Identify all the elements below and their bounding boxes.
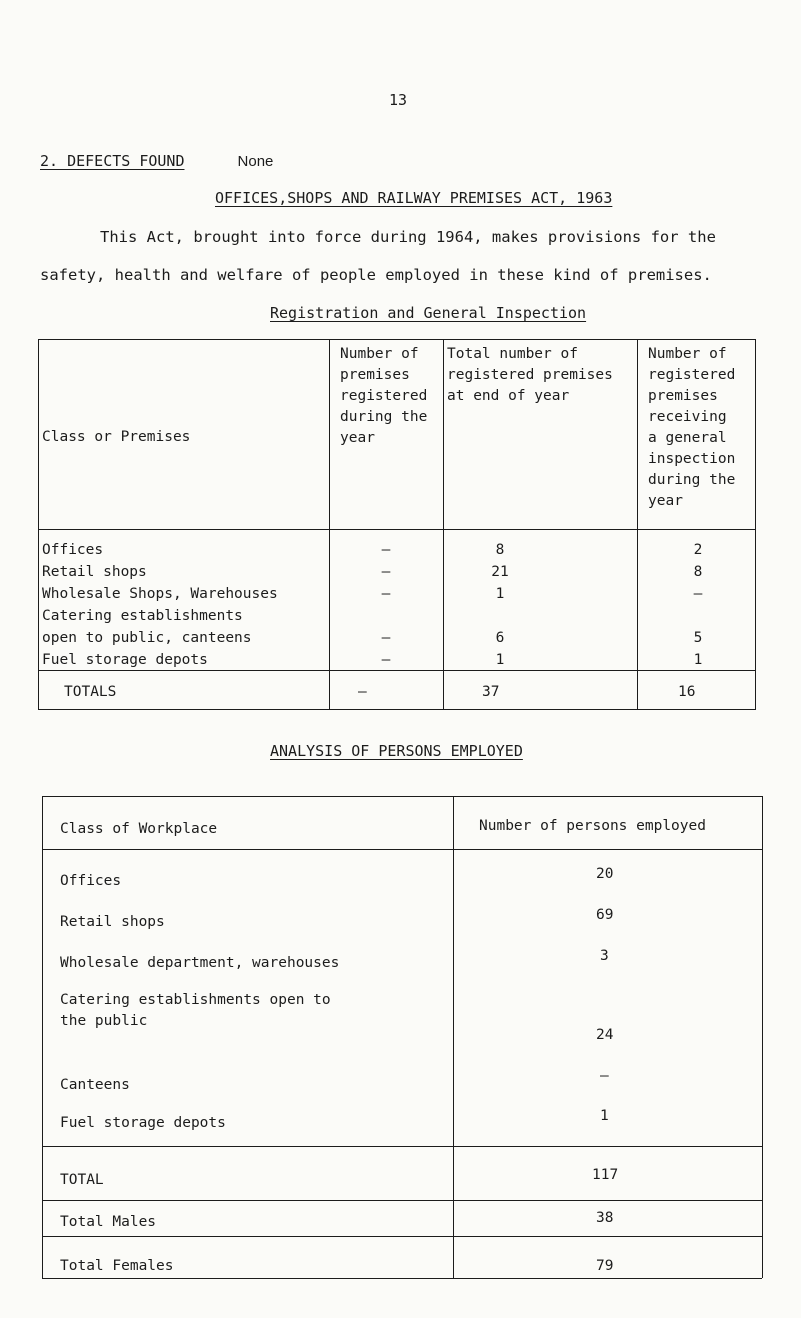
value-fuel: 1 xyxy=(600,1108,609,1124)
header-class-or-premises: Class or Premises xyxy=(42,429,191,445)
table-row: Canteens xyxy=(60,1077,130,1093)
total-label: TOTAL xyxy=(60,1172,104,1188)
header-persons-employed: Number of persons employed xyxy=(479,818,706,834)
table-row: Wholesale department, warehouses xyxy=(60,955,340,971)
defects-heading xyxy=(40,152,273,170)
act-title: OFFICES,SHOPS AND RAILWAY PREMISES ACT, 1963 xyxy=(215,189,613,207)
males-label: Total Males xyxy=(60,1214,157,1230)
table-row: Offices xyxy=(42,542,104,558)
row-names xyxy=(42,539,278,671)
defects-label: 2. DEFECTS FOUND xyxy=(40,152,185,170)
value-wholesale: 3 xyxy=(600,948,609,964)
table-row: Catering establishments xyxy=(42,608,243,624)
col-registered: – – – – – xyxy=(381,542,391,668)
table-row: open to public, canteens xyxy=(42,630,252,646)
col-total: 8 21 1 6 1 xyxy=(491,542,509,668)
totals-total: 37 xyxy=(482,684,500,700)
table-row: Catering establishments open to the public xyxy=(60,992,331,1029)
value-canteens: – xyxy=(600,1068,609,1084)
table-row: Fuel storage depots xyxy=(42,652,208,668)
totals-label: TOTALS xyxy=(64,684,117,700)
value-offices: 20 xyxy=(596,866,614,882)
header-inspected: Number of registered premises receiving a general inspection during the year xyxy=(648,346,736,509)
header-registered: Number of premises registered during the year xyxy=(340,346,428,446)
value-retail: 69 xyxy=(596,907,614,923)
intro-line-1: This Act, brought into force during 1964, makes provisions for the xyxy=(100,228,716,246)
males-value: 38 xyxy=(596,1210,614,1226)
table-row: Offices xyxy=(60,873,122,889)
value-catering: 24 xyxy=(596,1027,614,1043)
header-class-of-workplace: Class of Workplace xyxy=(60,821,218,837)
page-number: 13 xyxy=(389,91,408,109)
table1-title: Registration and General Inspection xyxy=(270,304,587,322)
defects-value: None xyxy=(237,153,274,170)
total-value: 117 xyxy=(592,1167,619,1183)
table-row: Wholesale Shops, Warehouses xyxy=(42,586,278,602)
totals-inspected: 16 xyxy=(678,684,696,700)
table-row: Fuel storage depots xyxy=(60,1115,226,1131)
totals-registered: – xyxy=(358,684,367,700)
header-total: Total number of registered premises at end of year xyxy=(447,346,613,404)
col-inspected: 2 8 – 5 1 xyxy=(693,542,703,668)
table-row: Retail shops xyxy=(42,564,147,580)
females-value: 79 xyxy=(596,1258,614,1274)
table2-title: ANALYSIS OF PERSONS EMPLOYED xyxy=(270,742,523,760)
table-row: Retail shops xyxy=(60,914,165,930)
females-label: Total Females xyxy=(60,1258,174,1274)
intro-line-2: safety, health and welfare of people employed in these kind of premises. xyxy=(40,266,712,284)
